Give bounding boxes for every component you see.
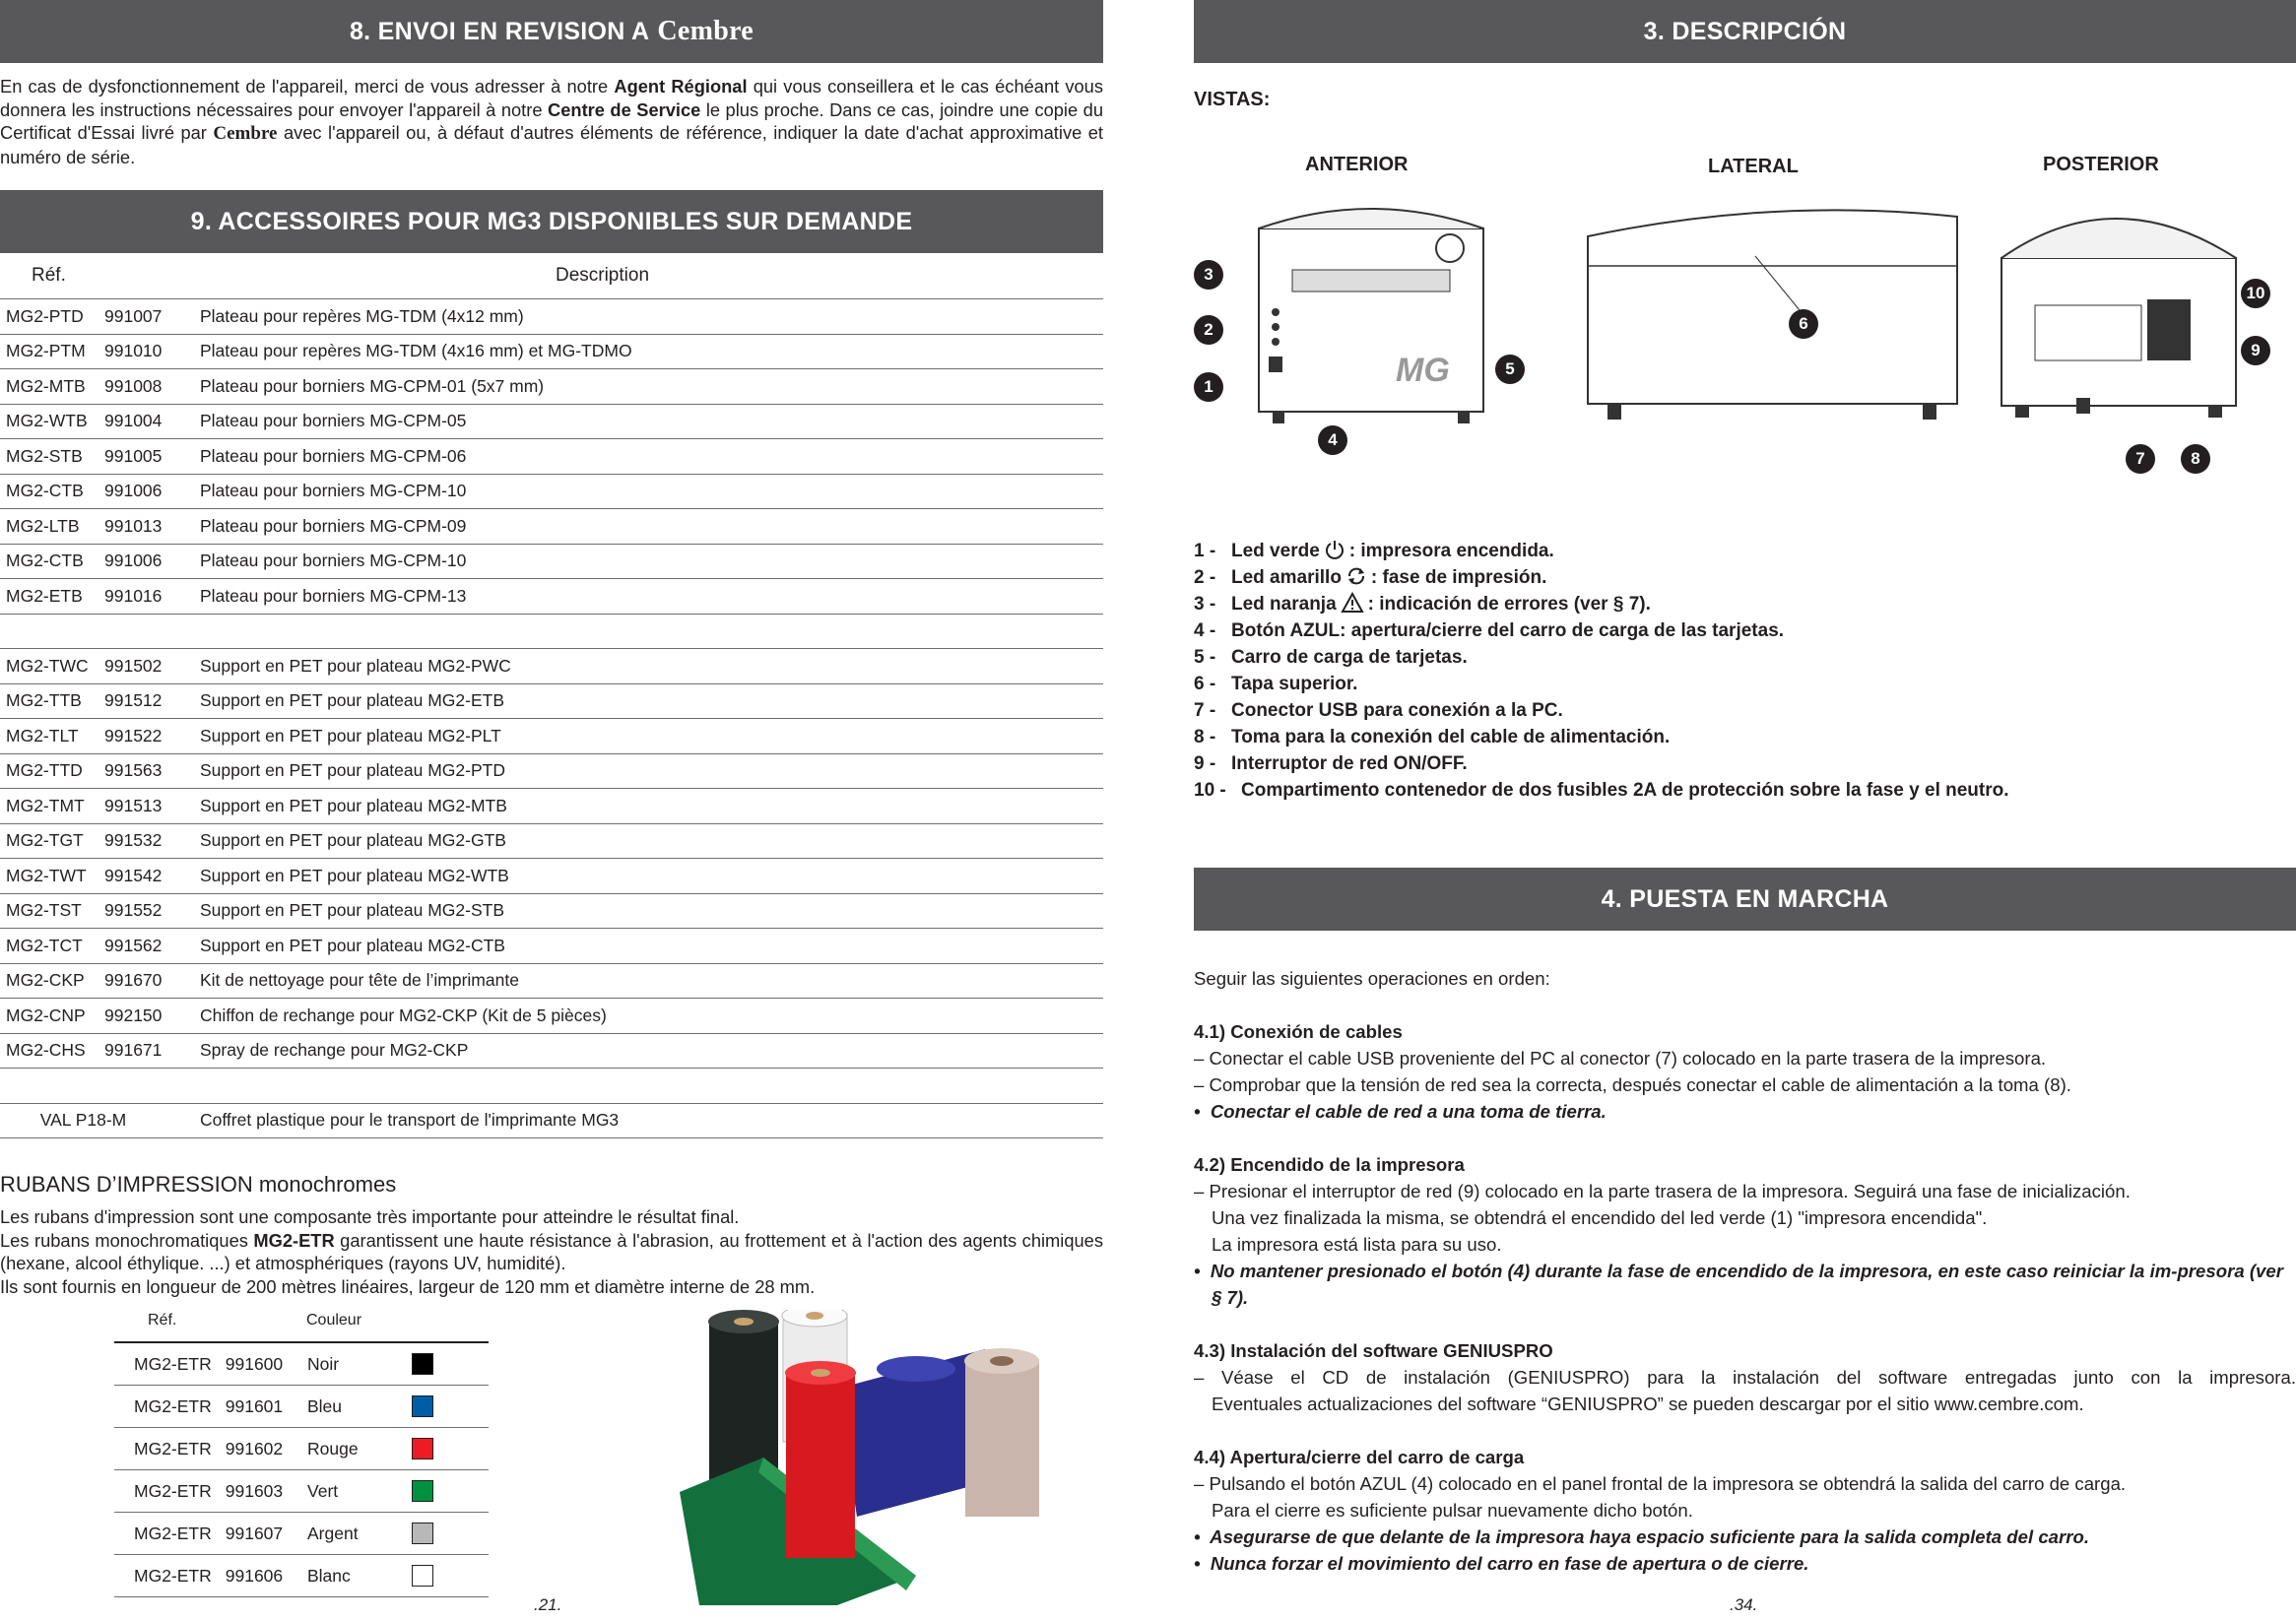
cell-code: MG2-PTM xyxy=(0,334,104,369)
section4-title: 4. PUESTA EN MARCHA xyxy=(1601,884,1889,913)
s44-warning2: • Nunca forzar el movimiento del carro en fase de apertura o de cierre. xyxy=(1194,1553,1809,1574)
view-back-label: POSTERIOR xyxy=(2043,154,2159,175)
section9-header xyxy=(0,190,1103,253)
cell-code: MG2-TTD xyxy=(0,753,104,789)
s44-warning1: • Asegurarse de que delante de la impresora haya espacio suficiente para la salida completa del carro. xyxy=(1194,1526,2090,1547)
cell-num: 991542 xyxy=(104,859,200,894)
legend-item: 10 - Compartimento contenedor de dos fusibles 2A de protección sobre la fase y el neutro. xyxy=(1194,780,2009,801)
ribbon-color-swatch xyxy=(411,1428,489,1470)
ribbon-row xyxy=(114,1470,489,1513)
ribbon-color-swatch xyxy=(411,1555,489,1597)
cell-num: 991563 xyxy=(104,753,200,789)
last-desc: Coffret plastique pour le transport de l'imprimante MG3 xyxy=(200,1103,1103,1138)
cell-code: MG2-MTB xyxy=(0,369,104,405)
legend-item: 1 - Led verde : impresora encendida. xyxy=(1194,541,1554,561)
callout-2: 2 xyxy=(1194,315,1223,345)
ribbon-color-swatch xyxy=(411,1386,489,1428)
s44-line1: – Pulsando el botón AZUL (4) colocado en el panel frontal de la impresora se obtendrá la salida del carro de carga. xyxy=(1194,1473,2127,1494)
printer-back-view xyxy=(1996,189,2242,425)
cell-code: MG2-CTB xyxy=(0,544,104,579)
table-row xyxy=(0,579,1103,615)
silver-ribbon-roll xyxy=(964,1348,1039,1517)
cell-code: MG2-TWC xyxy=(0,649,104,684)
ribbons-title: RUBANS D’IMPRESSION monochromes xyxy=(0,1172,397,1197)
ribbon-ref: MG2-ETR 991601 xyxy=(114,1386,306,1428)
cell-num: 991562 xyxy=(104,929,200,964)
legend-item: 2 - Led amarillo : fase de impresión. xyxy=(1194,567,1547,588)
cell-code: MG2-TCT xyxy=(0,929,104,964)
cell-desc: Spray de rechange pour MG2-CKP xyxy=(200,1033,1103,1069)
table-row xyxy=(0,963,1103,999)
components-legend xyxy=(1194,538,2009,804)
callout-6: 6 xyxy=(1789,309,1818,339)
section8-header xyxy=(0,0,1103,63)
table-spacer-row xyxy=(0,614,1103,649)
table-row xyxy=(0,1033,1103,1069)
s41-title: 4.1) Conexión de cables xyxy=(1194,1021,1403,1042)
color-swatch xyxy=(412,1353,433,1375)
callout-10: 10 xyxy=(2241,279,2270,308)
ribbon-rolls-image xyxy=(670,1310,1064,1610)
cell-num: 991004 xyxy=(104,404,200,439)
accessories-table xyxy=(0,253,1103,1138)
callout-7: 7 xyxy=(2126,444,2155,474)
ribbon-color-swatch xyxy=(411,1513,489,1555)
cell-code: MG2-TTB xyxy=(0,683,104,719)
s41-line1: – Conectar el cable USB proveniente del PC al conector (7) colocado en la parte trasera de la impresora. xyxy=(1194,1048,2047,1069)
cell-num: 991552 xyxy=(104,893,200,929)
section3-header xyxy=(1194,0,2296,63)
cell-code: MG2-CNP xyxy=(0,999,104,1034)
cell-code: MG2-LTB xyxy=(0,509,104,545)
s44-line2: Para el cierre es suficiente pulsar nuevamente dicho botón. xyxy=(1212,1500,1693,1521)
rib-col-color: Couleur xyxy=(306,1300,489,1342)
cell-num: 991532 xyxy=(104,823,200,859)
ribbon-color-name: Vert xyxy=(306,1470,411,1513)
svg-text:MG: MG xyxy=(1396,352,1450,389)
cell-code: MG2-TGT xyxy=(0,823,104,859)
cell-desc: Support en PET pour plateau MG2-CTB xyxy=(200,929,1103,964)
ribbons-p3: Ils sont fournis en longueur de 200 mètres linéaires, largeur de 120 mm et diamètre interne de 28 mm. xyxy=(0,1275,816,1297)
s42-line2: Una vez finalizada la misma, se obtendrá el encendido del led verde (1) "impresora encendida". xyxy=(1212,1207,1988,1228)
page-number-right: .34. xyxy=(1730,1595,1758,1614)
s42-warning: • No mantener presionado el botón (4) durante la fase de encendido de la impresora, en este caso reiniciar la im-presora (ver § 7). xyxy=(1194,1261,2283,1308)
cell-desc: Plateau pour borniers MG-CPM-10 xyxy=(200,544,1103,579)
printer-front-view xyxy=(1253,189,1489,425)
rib-col-ref: Réf. xyxy=(114,1300,306,1342)
ribbons-text xyxy=(0,1205,1103,1298)
last-code: VAL P18-M xyxy=(0,1103,200,1138)
right-page xyxy=(1194,0,2296,1614)
cell-num: 992150 xyxy=(104,999,200,1034)
section3-title: 3. DESCRIPCIÓN xyxy=(1643,17,1847,45)
table-row xyxy=(0,683,1103,719)
ribbon-color-swatch xyxy=(411,1470,489,1513)
ribbon-row xyxy=(114,1386,489,1428)
ribbon-ref: MG2-ETR 991607 xyxy=(114,1513,306,1555)
ribbon-row xyxy=(114,1428,489,1470)
cell-code: MG2-WTB xyxy=(0,404,104,439)
ribbon-row xyxy=(114,1513,489,1555)
cell-num: 991010 xyxy=(104,334,200,369)
ribbons-table xyxy=(114,1300,489,1597)
cell-num: 991008 xyxy=(104,369,200,405)
table-row xyxy=(0,859,1103,894)
s43-line1: – Véase el CD de instalación (GENIUSPRO) para la instalación del software entregadas junto con la impresora. xyxy=(1194,1367,2296,1388)
callout-1: 1 xyxy=(1194,372,1223,402)
cell-desc: Support en PET pour plateau MG2-PLT xyxy=(200,719,1103,754)
table-spacer-row xyxy=(0,1069,1103,1104)
s42-title: 4.2) Encendido de la impresora xyxy=(1194,1154,1465,1175)
cell-code: MG2-CKP xyxy=(0,963,104,999)
table-row xyxy=(0,649,1103,684)
cell-desc: Support en PET pour plateau MG2-WTB xyxy=(200,859,1103,894)
cell-num: 991006 xyxy=(104,544,200,579)
ribbon-ref: MG2-ETR 991600 xyxy=(114,1342,306,1386)
red-ribbon-roll xyxy=(785,1361,856,1558)
cell-code: MG2-TWT xyxy=(0,859,104,894)
legend-item: 5 - Carro de carga de tarjetas. xyxy=(1194,647,1468,668)
color-swatch xyxy=(412,1523,433,1544)
cell-desc: Kit de nettoyage pour tête de l’imprimante xyxy=(200,963,1103,999)
cell-num: 991670 xyxy=(104,963,200,999)
table-row xyxy=(0,893,1103,929)
cell-code: MG2-CHS xyxy=(0,1033,104,1069)
cell-code: MG2-ETB xyxy=(0,579,104,615)
table-row xyxy=(0,1103,1103,1138)
power-icon xyxy=(1324,539,1345,560)
cell-desc: Chiffon de rechange pour MG2-CKP (Kit de 5 pièces) xyxy=(200,999,1103,1034)
ribbon-color-name: Bleu xyxy=(306,1386,411,1428)
s41-line2: – Comprobar que la tensión de red sea la correcta, después conectar el cable de alimentación a la toma (8). xyxy=(1194,1074,2071,1095)
cell-num: 991006 xyxy=(104,474,200,509)
cell-num: 991013 xyxy=(104,509,200,545)
ribbons-p1: Les rubans d'impression sont une composante très importante pour atteindre le résultat final. xyxy=(0,1206,740,1227)
callout-5: 5 xyxy=(1495,355,1525,384)
cycle-icon xyxy=(1345,565,1367,587)
cell-num: 991513 xyxy=(104,789,200,824)
legend-item: 9 - Interruptor de red ON/OFF. xyxy=(1194,753,1468,774)
views-label: VISTAS: xyxy=(1194,89,1271,110)
cell-desc: Plateau pour borniers MG-CPM-06 xyxy=(200,439,1103,475)
table-row xyxy=(0,789,1103,824)
table-row xyxy=(0,999,1103,1034)
section4-header xyxy=(1194,868,2296,931)
intro: Seguir las siguientes operaciones en orden: xyxy=(1194,968,1550,989)
cell-code: MG2-CTB xyxy=(0,474,104,509)
table-row xyxy=(0,719,1103,754)
view-side-label: LATERAL xyxy=(1708,156,1799,177)
ribbon-color-name: Noir xyxy=(306,1342,411,1386)
legend-item: 7 - Conector USB para conexión a la PC. xyxy=(1194,700,1563,721)
cell-code: MG2-TMT xyxy=(0,789,104,824)
printer-side-view xyxy=(1578,197,1972,423)
s44-title: 4.4) Apertura/cierre del carro de carga xyxy=(1194,1447,1525,1467)
cell-code: MG2-TST xyxy=(0,893,104,929)
col-ref: Réf. xyxy=(0,253,200,299)
table-row xyxy=(0,753,1103,789)
ribbon-ref: MG2-ETR 991602 xyxy=(114,1428,306,1470)
cell-desc: Plateau pour borniers MG-CPM-01 (5x7 mm) xyxy=(200,369,1103,405)
color-swatch xyxy=(412,1480,433,1502)
callout-8: 8 xyxy=(2181,444,2210,474)
cell-desc: Support en PET pour plateau MG2-PWC xyxy=(200,649,1103,684)
ribbon-color-name: Blanc xyxy=(306,1555,411,1597)
left-page xyxy=(0,0,1103,1614)
cell-num: 991512 xyxy=(104,683,200,719)
warning-icon xyxy=(1341,592,1364,614)
s42-line1: – Presionar el interruptor de red (9) colocado en la parte trasera de la impresora. Seguirá una fase de inicialización. xyxy=(1194,1181,2131,1201)
table-row xyxy=(0,299,1103,335)
cell-desc: Plateau pour borniers MG-CPM-09 xyxy=(200,509,1103,545)
ribbons-p2: Les rubans monochromatiques MG2-ETR garantissent une haute résistance à l'abrasion, au frottement et à l'action des agents chimiques (hexane, alcool éthylique. ...) et atmosphériques (rayons UV, humidité). xyxy=(0,1229,1103,1273)
ribbon-row xyxy=(114,1555,489,1597)
section9-title: 9. ACCESSOIRES POUR MG3 DISPONIBLES SUR DEMANDE xyxy=(190,207,913,235)
page-number-left: .21. xyxy=(534,1595,562,1614)
cembre-brand: Cembre xyxy=(657,16,754,46)
cell-num: 991671 xyxy=(104,1033,200,1069)
ribbon-color-name: Rouge xyxy=(306,1428,411,1470)
cell-desc: Support en PET pour plateau MG2-ETB xyxy=(200,683,1103,719)
cell-desc: Plateau pour borniers MG-CPM-05 xyxy=(200,404,1103,439)
section8-paragraph: En cas de dysfonctionnement de l'appareil, merci de vous adresser à notre Agent Régional qui vous conseillera et le cas échéant vous donnera les instructions nécessaires pour envoyer l'appareil à notre Centre de Service le plus proche. Dans ce cas, joindre une copie du Certificat d'Essai livré par Cembre avec l'appareil ou, à défaut d'autres éléments de référence, indiquer la date d'achat approximative et numéro de série. xyxy=(0,76,1103,167)
legend-item: 8 - Toma para la conexión del cable de alimentación. xyxy=(1194,727,1671,747)
cell-num: 991007 xyxy=(104,299,200,335)
ribbon-color-name: Argent xyxy=(306,1513,411,1555)
cell-desc: Support en PET pour plateau MG2-GTB xyxy=(200,823,1103,859)
cell-desc: Plateau pour repères MG-TDM (4x12 mm) xyxy=(200,299,1103,335)
view-front-label: ANTERIOR xyxy=(1305,154,1409,175)
cell-num: 991522 xyxy=(104,719,200,754)
cell-desc: Support en PET pour plateau MG2-STB xyxy=(200,893,1103,929)
cell-code: MG2-STB xyxy=(0,439,104,475)
table-row xyxy=(0,823,1103,859)
table-row xyxy=(0,544,1103,579)
cell-desc: Plateau pour repères MG-TDM (4x16 mm) et MG-TDMO xyxy=(200,334,1103,369)
s42-line3: La impresora está lista para su uso. xyxy=(1212,1234,1502,1255)
callout-3: 3 xyxy=(1194,260,1223,290)
ribbon-ref: MG2-ETR 991603 xyxy=(114,1470,306,1513)
s43-title: 4.3) Instalación del software GENIUSPRO xyxy=(1194,1340,1553,1361)
ribbon-color-swatch xyxy=(411,1342,489,1386)
table-row xyxy=(0,334,1103,369)
color-swatch xyxy=(412,1438,433,1459)
legend-item: 4 - Botón AZUL: apertura/cierre del carro de carga de las tarjetas. xyxy=(1194,620,1785,641)
cell-num: 991005 xyxy=(104,439,200,475)
s43-line2: Eventuales actualizaciones del software “GENIUSPRO” se pueden descargar por el sitio www.cembre.com. xyxy=(1212,1394,2084,1414)
section4-body xyxy=(1194,965,2296,1577)
color-swatch xyxy=(412,1565,433,1587)
cell-num: 991502 xyxy=(104,649,200,684)
cell-num: 991016 xyxy=(104,579,200,615)
callout-9: 9 xyxy=(2241,336,2270,365)
ribbon-row xyxy=(114,1342,489,1386)
table-row xyxy=(0,404,1103,439)
s41-warning: • Conectar el cable de red a una toma de tierra. xyxy=(1194,1101,1607,1122)
table-row xyxy=(0,369,1103,405)
cell-code: MG2-PTD xyxy=(0,299,104,335)
legend-item: 3 - Led naranja : indicación de errores (ver § 7). xyxy=(1194,594,1651,615)
table-row xyxy=(0,474,1103,509)
cell-desc: Support en PET pour plateau MG2-MTB xyxy=(200,789,1103,824)
legend-item: 6 - Tapa superior. xyxy=(1194,674,1358,694)
cell-desc: Support en PET pour plateau MG2-PTD xyxy=(200,753,1103,789)
col-description: Description xyxy=(200,253,1103,299)
cell-desc: Plateau pour borniers MG-CPM-13 xyxy=(200,579,1103,615)
cell-code: MG2-TLT xyxy=(0,719,104,754)
color-swatch xyxy=(412,1395,433,1417)
table-row xyxy=(0,439,1103,475)
table-row xyxy=(0,509,1103,545)
section8-title: 8. ENVOI EN REVISION A xyxy=(349,17,650,45)
table-row xyxy=(0,929,1103,964)
callout-4: 4 xyxy=(1318,425,1347,455)
ribbon-ref: MG2-ETR 991606 xyxy=(114,1555,306,1597)
cell-desc: Plateau pour borniers MG-CPM-10 xyxy=(200,474,1103,509)
